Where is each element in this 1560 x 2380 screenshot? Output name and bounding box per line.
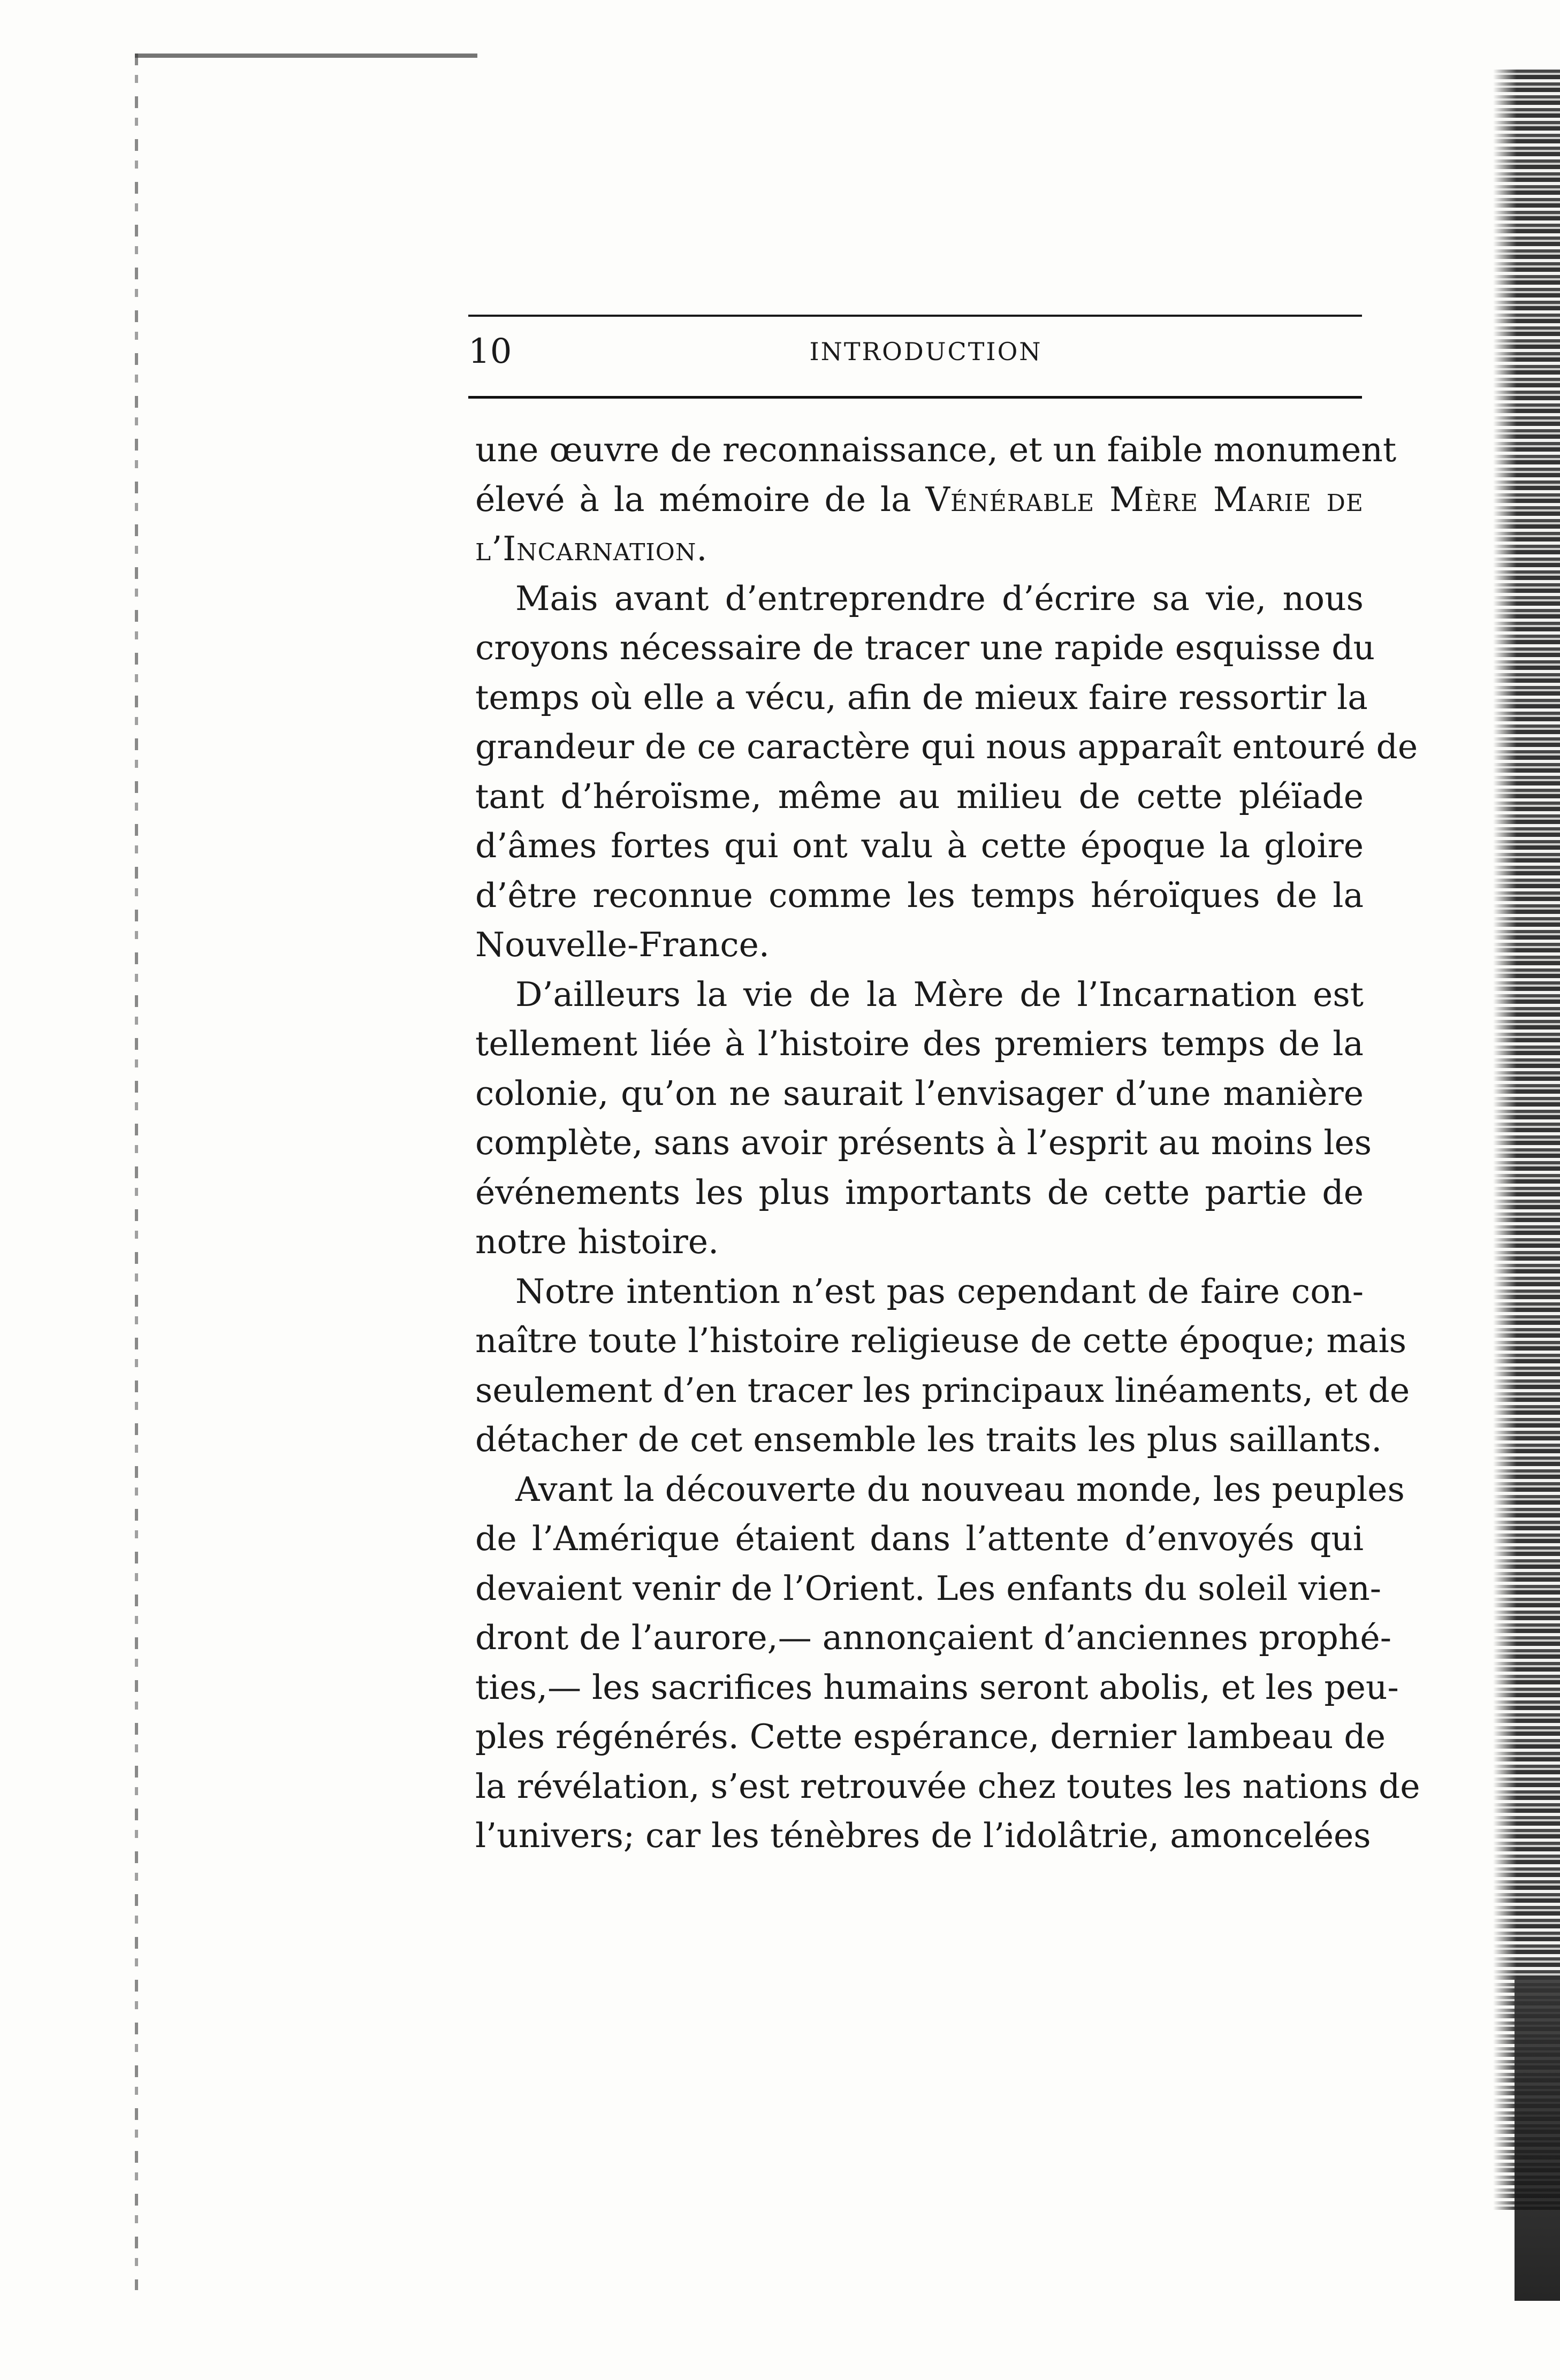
text-line: colonie, qu’on ne saurait l’envisager d’une manière [475, 1073, 1364, 1113]
text-line: notre histoire. [475, 1222, 719, 1261]
text-line: de l’Amérique étaient dans l’attente d’envoyés qui [475, 1519, 1364, 1558]
text-line: Avant la découverte du nouveau monde, les peuples [515, 1469, 1405, 1509]
header-rule-top [468, 315, 1362, 317]
text-line: D’ailleurs la vie de la Mère de l’Incarnation est [515, 974, 1364, 1014]
text-line [475, 475, 1364, 525]
text-line: complète, sans avoir présents à l’esprit au moins les [475, 1123, 1372, 1162]
paragraph [475, 1465, 1420, 1861]
paragraph [475, 970, 1372, 1267]
text-line: détacher de cet ensemble les traits les plus saillants. [475, 1420, 1382, 1459]
scan-mark-top [135, 54, 477, 58]
text-line: naître toute l’histoire religieuse de cette époque; mais [475, 1321, 1407, 1360]
body-text [475, 425, 1420, 1861]
paragraph [475, 574, 1418, 970]
text-line: seulement d’en tracer les principaux linéaments, et de [475, 1370, 1410, 1410]
text-line: tant d’héroïsme, même au milieu de cette pléïade [475, 776, 1364, 816]
header-rule-bottom [468, 396, 1362, 399]
name-smallcaps: Vénérable Mère Marie de [925, 479, 1364, 519]
text-line: une œuvre de reconnaissance, et un faible monument [475, 430, 1397, 469]
text-line: Mais avant d’entreprendre d’écrire sa vie, nous [515, 578, 1364, 618]
text-line: la révélation, s’est retrouvée chez toutes les nations de [475, 1766, 1420, 1806]
text-line: temps où elle a vécu, afin de mieux faire ressortir la [475, 677, 1368, 717]
scan-edge-right [1493, 70, 1560, 2210]
text-line: événements les plus importants de cette partie de [475, 1172, 1364, 1212]
text-line: d’être reconnue comme les temps héroïques de la [475, 875, 1364, 915]
text-line: croyons nécessaire de tracer une rapide esquisse du [475, 628, 1375, 667]
paragraph [475, 1267, 1410, 1465]
scan-shadow-right [1515, 1980, 1560, 2301]
text-line: d’âmes fortes qui ont valu à cette époque la gloire [475, 826, 1364, 865]
text-line: grandeur de ce caractère qui nous apparaît entouré de [475, 727, 1418, 766]
text-line: ples régénérés. Cette espérance, dernier lambeau de [475, 1717, 1386, 1756]
running-title: INTRODUCTION [809, 337, 1042, 366]
text-line: tellement liée à l’histoire des premiers temps de la [475, 1024, 1364, 1063]
text-line: devaient venir de l’Orient. Les enfants du soleil vien- [475, 1568, 1382, 1608]
text-line: l’univers; car les ténèbres de l’idolâtrie, amoncelées [475, 1816, 1371, 1855]
paragraph [475, 425, 1397, 574]
text-line: Notre intention n’est pas cependant de faire con- [515, 1271, 1364, 1311]
text-fragment: élevé à la mémoire de la [475, 479, 926, 519]
text-line: l’Incarnation. [475, 529, 708, 568]
scan-edge-left [135, 54, 138, 2290]
running-header [468, 327, 1362, 376]
page-number: 10 [468, 332, 512, 371]
text-line: dront de l’aurore,— annonçaient d’anciennes prophé- [475, 1618, 1391, 1657]
text-line: Nouvelle-France. [475, 925, 770, 964]
text-line: ties,— les sacrifices humains seront abolis, et les peu- [475, 1667, 1399, 1707]
